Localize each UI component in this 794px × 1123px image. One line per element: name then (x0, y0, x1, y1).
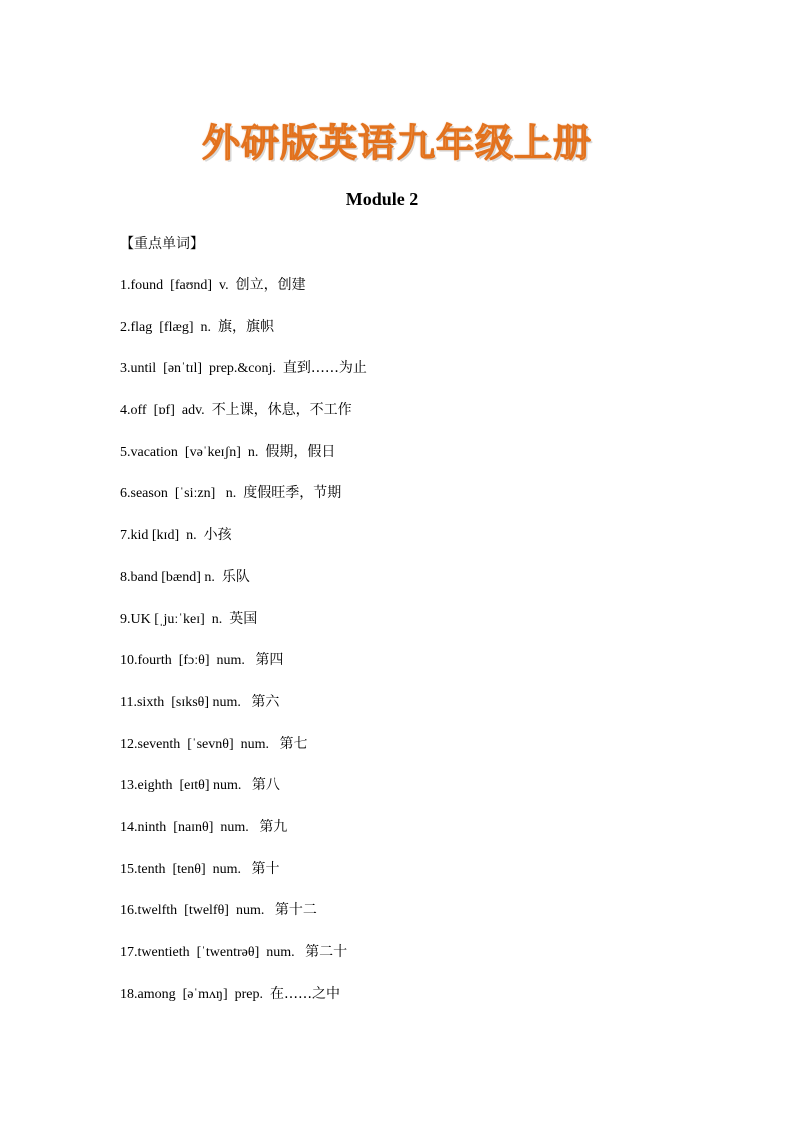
vocab-term: 5.vacation [vəˈkeɪʃn] n. (120, 444, 266, 460)
vocab-meaning: 第七 (279, 735, 308, 752)
vocab-item (120, 899, 367, 941)
vocab-term: 7.kid [kɪd] n. (120, 528, 204, 544)
vocab-item (120, 649, 367, 691)
vocab-item (120, 983, 367, 1025)
vocab-meaning: 不上课，休息，不工作 (211, 402, 352, 419)
vocab-item (120, 274, 367, 316)
vocab-item (120, 441, 367, 483)
vocab-item (120, 816, 367, 858)
vocab-meaning: 第二十 (305, 944, 348, 960)
vocab-item (120, 482, 367, 524)
vocab-item (120, 774, 367, 816)
vocab-item (120, 399, 367, 441)
vocab-meaning: 第九 (259, 818, 288, 835)
vocab-meaning: 在……之中 (270, 985, 340, 1002)
vocab-meaning: 第六 (251, 693, 280, 710)
vocab-item (120, 733, 367, 775)
vocab-term: 15.tenth [tenθ] num. (120, 861, 252, 877)
vocab-term: 3.until [ənˈtɪl] prep.&conj. (120, 361, 283, 377)
vocab-meaning: 创立，创建 (235, 277, 306, 293)
vocab-item (120, 316, 367, 358)
vocab-term: 4.off [ɒf] adv. (120, 403, 212, 419)
vocab-term: 9.UK [ˌjuːˈkeɪ] n. (120, 611, 230, 627)
vocab-term: 2.flag [flæg] n. (120, 319, 218, 335)
vocab-meaning: 小孩 (203, 527, 232, 544)
vocab-meaning: 度假旺季，节期 (243, 485, 342, 502)
vocab-meaning: 乐队 (221, 568, 250, 585)
vocab-term: 11.sixth [sɪksθ] num. (120, 694, 252, 710)
vocab-term: 8.band [bænd] n. (120, 569, 222, 585)
vocab-item (120, 357, 367, 399)
vocab-meaning: 第十 (251, 860, 280, 877)
vocab-term: 6.season [ˈsiːzn] n. (120, 486, 244, 502)
vocab-term: 16.twelfth [twelfθ] num. (120, 903, 275, 919)
vocab-item (120, 691, 367, 733)
vocab-item (120, 566, 367, 608)
vocab-term: 12.seventh [ˈsevnθ] num. (120, 736, 280, 752)
vocab-list (120, 274, 367, 1024)
vocab-term: 10.fourth [fɔːθ] num. (120, 653, 256, 669)
vocab-item (120, 941, 367, 983)
vocab-item (120, 524, 367, 566)
vocab-term: 14.ninth [naɪnθ] num. (120, 819, 260, 835)
vocab-item (120, 608, 367, 650)
vocab-meaning: 旗，旗帜 (217, 318, 274, 335)
vocab-term: 17.twentieth [ˈtwentrəθ] num. (120, 945, 306, 960)
vocab-meaning: 英国 (229, 610, 258, 627)
vocab-item (120, 858, 367, 900)
section-title: 【重点单词】 (120, 236, 204, 252)
vocab-meaning: 第八 (251, 777, 280, 794)
vocab-term: 1.found [faʊnd] v. (120, 278, 236, 293)
vocab-meaning: 第十二 (274, 902, 317, 919)
module-title: Module 2 (345, 189, 419, 209)
vocab-term: 13.eighth [eɪtθ] num. (120, 778, 252, 794)
vocab-meaning: 假期，假日 (265, 443, 336, 460)
vocab-meaning: 直到……为止 (282, 360, 367, 377)
vocab-meaning: 第四 (255, 652, 284, 669)
vocab-term: 18.among [əˈmʌŋ] prep. (120, 986, 270, 1002)
banner-title: 外研版英语九年级上册 (201, 121, 592, 165)
